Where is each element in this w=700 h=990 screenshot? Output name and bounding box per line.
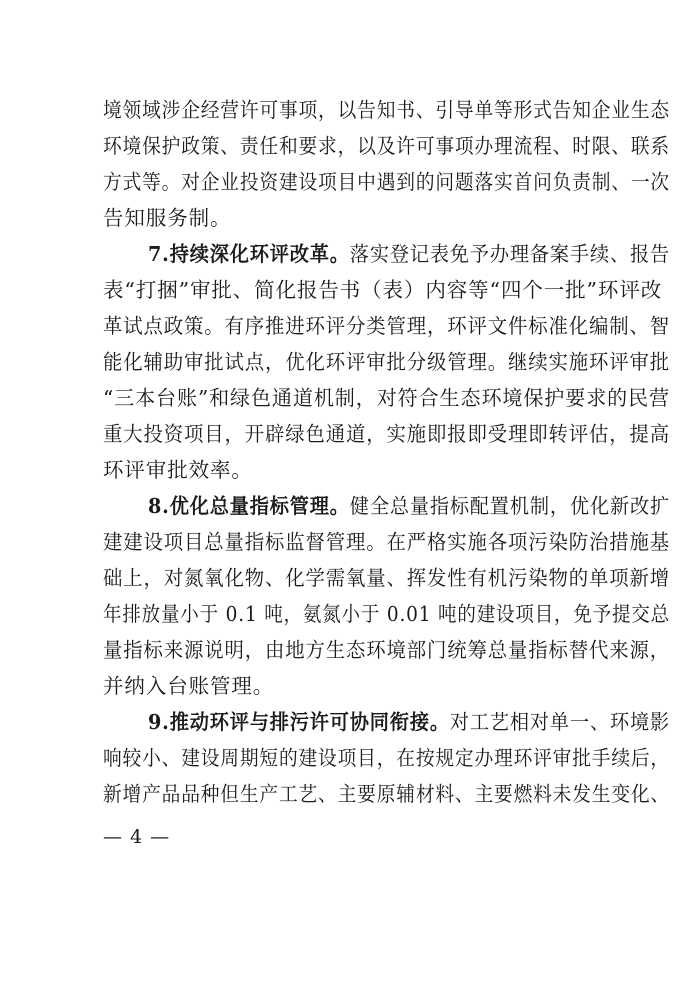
body-line: 能化辅助审批试点，优化环评审批分级管理。继续实施环评审批	[103, 350, 671, 374]
body-line: 建建设项目总量指标监督管理。在严格实施各项污染防治措施基	[103, 530, 671, 554]
body-line: 础上，对氮氧化物、化学需氧量、挥发性有机污染物的单项新增	[103, 566, 671, 590]
body-text: 对工艺相对单一、环境影	[449, 710, 670, 734]
section-heading-8: 8.优化总量指标管理。	[148, 494, 350, 518]
body-line: 境领域涉企经营许可事项，以告知书、引导单等形式告知企业生态	[103, 98, 670, 122]
section-heading-9: 9.推动环评与排污许可协同衔接。	[148, 710, 450, 734]
body-text: 落实登记表免予办理备案手续、报告	[349, 242, 670, 266]
body-line: 告知服务制。	[103, 206, 232, 230]
body-line: 革试点政策。有序推进环评分类管理，环评文件标准化编制、智	[103, 314, 671, 338]
body-line: 量指标来源说明，由地方生态环境部门统筹总量指标替代来源，	[103, 638, 671, 662]
body-line: 响较小、建设周期短的建设项目，在按规定办理环评审批手续后，	[103, 746, 670, 770]
page-number: — 4 —	[103, 826, 171, 848]
body-text: 健全总量指标配置机制，优化新改扩	[349, 494, 670, 518]
body-line: 新增产品品种但生产工艺、主要原辅材料、主要燃料未发生变化、	[103, 782, 670, 806]
body-line: 环评审批效率。	[103, 458, 253, 482]
body-line: 重大投资项目，开辟绿色通道，实施即报即受理即转评估，提高	[103, 422, 671, 446]
paragraph-8-first-line	[148, 496, 670, 517]
section-heading-7: 7.持续深化环评改革。	[148, 242, 350, 266]
body-line: “三本台账”和绿色通道机制，对符合生态环境保护要求的民营	[103, 386, 671, 410]
paragraph-7-first-line	[148, 244, 670, 265]
body-line: 环境保护政策、责任和要求，以及许可事项办理流程、时限、联系	[103, 134, 670, 158]
body-line: 并纳入台账管理。	[103, 674, 275, 698]
body-line: 方式等。对企业投资建设项目中遇到的问题落实首问负责制、一次	[103, 170, 670, 194]
body-line: 表“打捆”审批、简化报告书（表）内容等“四个一批”环评改	[103, 278, 663, 302]
paragraph-9-first-line	[148, 712, 670, 733]
body-line: 年排放量小于 0.1 吨，氨氮小于 0.01 吨的建设项目，免予提交总	[103, 602, 670, 626]
